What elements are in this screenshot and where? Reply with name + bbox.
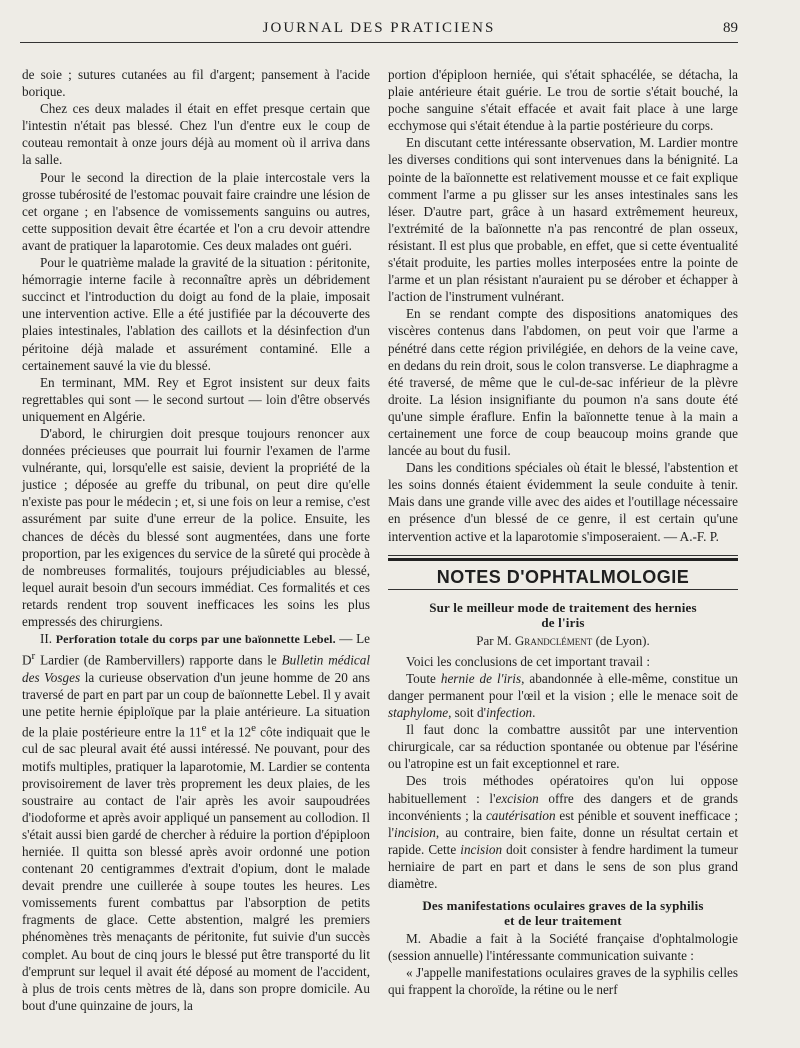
text-run: , soit d': [448, 705, 486, 721]
right-column: [388, 66, 738, 999]
paragraph: Il faut donc la combattre aussitôt par une intervention chirurgicale, car sa réduction spontanée ou obtenue par l'ésérine ou l'atropine est un fait exceptionnel et rare.: [388, 722, 738, 772]
article-title: [388, 898, 738, 928]
text-run: et la 12: [206, 724, 252, 740]
paragraph: portion d'épiploon herniée, qui s'était sphacélée, se détacha, la plaie antérieure était guérie. Le trou de sortie s'était bouché, la poche sanguine s'était effacée et avait fait place à une large ecchymose qui s'était étendue à la partie postérieure du corps.: [388, 67, 738, 134]
paragraph: « J'appelle manifestations oculaires graves de la syphilis celles qui frappent la choroïde, la rétine ou le nerf: [388, 965, 738, 998]
text-run: doit consister à fendre hardiment la tumeur herniaire de part en part et dans le sens de son plus grand diamètre.: [388, 841, 738, 892]
text-run: , au contraire, bien faite, donne un résultat certain et rapide. Cette: [388, 824, 738, 857]
text-run: — Le D: [22, 631, 371, 668]
emphasis: cautérisation: [485, 807, 556, 823]
article-title-line: Des manifestations oculaires graves de la syphilis: [422, 898, 704, 914]
author-name: Grandclément: [514, 632, 593, 648]
section-title: NOTES D'OPHTALMOLOGIE: [436, 566, 690, 587]
byline-prefix: Par M.: [476, 632, 515, 648]
divider: [388, 555, 738, 556]
text-run: Toute: [406, 670, 441, 686]
journal-name: Bulletin médical des Vosges: [22, 652, 370, 685]
paragraph: Chez ces deux malades il était en effet presque certain que l'intestin n'était pas blessé. Chez l'un d'entre eux le coup de couteau remontait à onze jours déjà au moment où il arriva dans la salle.: [22, 101, 370, 168]
divider: [388, 589, 738, 590]
paragraph: [388, 670, 738, 721]
paragraph: [388, 772, 738, 892]
paragraph: Pour le second la direction de la plaie intercostale vers la grosse tubérosité de l'estomac pouvait faire craindre une lésion de cet organe ; en l'absence de vomissements sanguins ou autres, cette supposition devait être écartée et l'on a cru devoir attendre avant de pratiquer la laparotomie. Ces deux malades ont guéri.: [22, 169, 370, 253]
left-column: [22, 66, 370, 1014]
emphasis: incision: [460, 841, 503, 857]
emphasis: incision: [394, 824, 436, 840]
text-run: est pénible et souvent inefficace ; l': [388, 807, 738, 840]
emphasis: infection: [486, 705, 533, 721]
paragraph: En terminant, MM. Rey et Egrot insistent sur deux faits regrettables qui sont — le second surtout — loin d'être observés uniquement en Algérie.: [22, 374, 370, 424]
paragraph: D'abord, le chirurgien doit presque toujours renoncer aux données précieuses que pourrait lui fournir l'examen de l'arme vulnérante, qui, lorsqu'elle est saisie, devient la propriété de la justice ; déposée au greffe du tribunal, on peut dire qu'elle n'existe pas pour le médecin ; et, si une fois on leur a remise, c'est assurément par suite d'une erreur de la police. Ensuite, les chances de décès du blessé sont augmentées, dans une forte proportion, par les exigences du service de la sûreté qui procède à de nombreuses formalités, toujours préjudiciables au blessé, lequel aurait besoin d'un secours immédiat. Ces formalités et ces retards rendent trop souvent inefficaces les soins les plus empressés des chirurgiens.: [22, 425, 370, 629]
running-title: JOURNAL DES PRATICIENS: [262, 20, 496, 36]
case-number: II.: [40, 631, 53, 647]
paragraph: de soie ; sutures cutanées au fil d'argent; pansement à l'acide borique.: [22, 67, 370, 100]
article-title-line: de l'iris: [541, 614, 585, 630]
text-run: la curieuse observation d'un jeune homme de 20 ans traversé de part en part par un coup de baïonnette Lebel. Il y avait une petite hernie épiploïque par la plaie antérieure. La situation de la plaie postérieure entre la 11: [22, 669, 370, 740]
emphasis: excision: [495, 790, 539, 806]
text-run: côte indiquait que le cul de sac pleural avait été aussi intéressé. Ne pouvant, pour des motifs multiples, pratiquer la laparotomie, M. Lardier se contenta provisoirement de laver très proprement les deux plaies, de les soustraire au contact de l'air après les avoir saupoudrées d'iodoforme et après avoir appliqué un pansement au collodion. Il s'était aussi bien gardé de chercher à réduire la portion d'épiploon herniée. Il quitta son blessé après avoir ordonné une potion contenant 20 centigrammes d'extrait d'opium, dont le malade devait prendre une cuillerée à soupe toutes les heures. Les vomissements furent combattus par l'absorption de petits fragments de glace. Cette abstention, malgré les premiers phénomènes très menaçants de péritonite, fut suivie d'un succès complet. Au bout de cinq jours le blessé put être transporté du lit d'emprunt sur lequel il avait été déposé au moment de l'accident, à plus de trois cents mètres de là, dans son propre domicile. Au bout d'une quinzaine de jours, la: [22, 724, 370, 1013]
superscript: r: [31, 650, 36, 663]
page-number: 89: [723, 20, 738, 36]
emphasis: staphylome: [388, 705, 449, 721]
text-run: Lardier (de Rambervillers) rapporte dans le: [35, 652, 282, 668]
text-run: .: [532, 705, 536, 721]
byline: [388, 632, 738, 649]
paragraph: Voici les conclusions de cet important travail :: [406, 653, 651, 669]
paragraph: En se rendant compte des dispositions anatomiques des viscères contenus dans l'abdomen, on peut voir que l'arme a pénétré dans cette région privilégiée, en dehors de la veine cave, en dedans du rein droit, sous le colon transverse. Le diaphragme a été traversé, de même que le cul-de-sac inférieur de la plèvre droite. La lésion insignifiante du poumon n'a sans doute été qu'une simple éraflure. Enfin la baïonnette tenue à la main a certainement une force de coup beaucoup moins grande que lancée au bout du fusil.: [388, 306, 738, 459]
article-title: [388, 600, 738, 630]
text-run: Des trois méthodes opératoires qu'on lui oppose habituellement : l': [388, 773, 738, 806]
superscript: e: [251, 721, 257, 734]
section-rule: [388, 555, 738, 561]
page-header: [20, 18, 738, 43]
paragraph: Dans les conditions spéciales où était le blessé, l'abstention et les soins donnés étaient évidemment la seule conduite à tenir. Mais dans une grande ville avec des aides et l'outillage nécessaire en présence d'un blessé de ce genre, il est certain qu'une intervention active et la laparotomie s'imposeraient. — A.-F. P.: [388, 460, 738, 544]
paragraph: En discutant cette intéressante observation, M. Lardier montre les diverses conditions qui sont intervenues dans la bénignité. La pointe de la baïonnette est relativement mousse et ce fait explique comment l'arme a pu glisser sur les anses intestinales sans les léser. D'autre part, grâce à un hasard extrêmement heureux, l'extrémité de la baïonnette n'a pas rencontré de plan osseux, résistant. Il est plus que probable, en effet, que si cette éventualité s'était produite, les parties molles interposées entre la pointe de l'arme et un plan résistant n'auraient pu se dérober et échapper à l'action de l'instrument vulnérant.: [388, 135, 738, 305]
superscript: e: [201, 721, 207, 734]
paragraph: Pour le quatrième malade la gravité de la situation : péritonite, hémorragie interne facile à reconnaître après un débridement succinct et l'introduction du doigt au fond de la plaie, imposait une intervention active. Elle a été justifiée par la découverte des plaies intestinales, l'ablation des caillots et la désinfection d'un péritoine déjà malade et assurément contaminé. Elle a certainement sauvé la vie du blessé.: [22, 255, 370, 373]
case-paragraph: [22, 630, 370, 1014]
author-place: (de Lyon).: [592, 632, 650, 648]
text-run: offre des dangers et de grands inconvénients ; la: [388, 790, 738, 823]
emphasis: hernie de l'iris: [440, 670, 522, 686]
divider: [388, 558, 738, 561]
text-run: , abandonnée à elle-même, constitue un danger permanent pour l'œil et la vision ; elle le menace soit de: [388, 670, 739, 703]
article-title-line: Sur le meilleur mode de traitement des hernies: [429, 599, 697, 615]
article-title-line: et de leur traitement: [504, 913, 622, 929]
case-heading: Perforation totale du corps par une baïonnette Lebel.: [55, 632, 336, 647]
paragraph: M. Abadie a fait à la Société française d'ophtalmologie (session annuelle) l'intéressante communication suivante :: [388, 931, 738, 964]
